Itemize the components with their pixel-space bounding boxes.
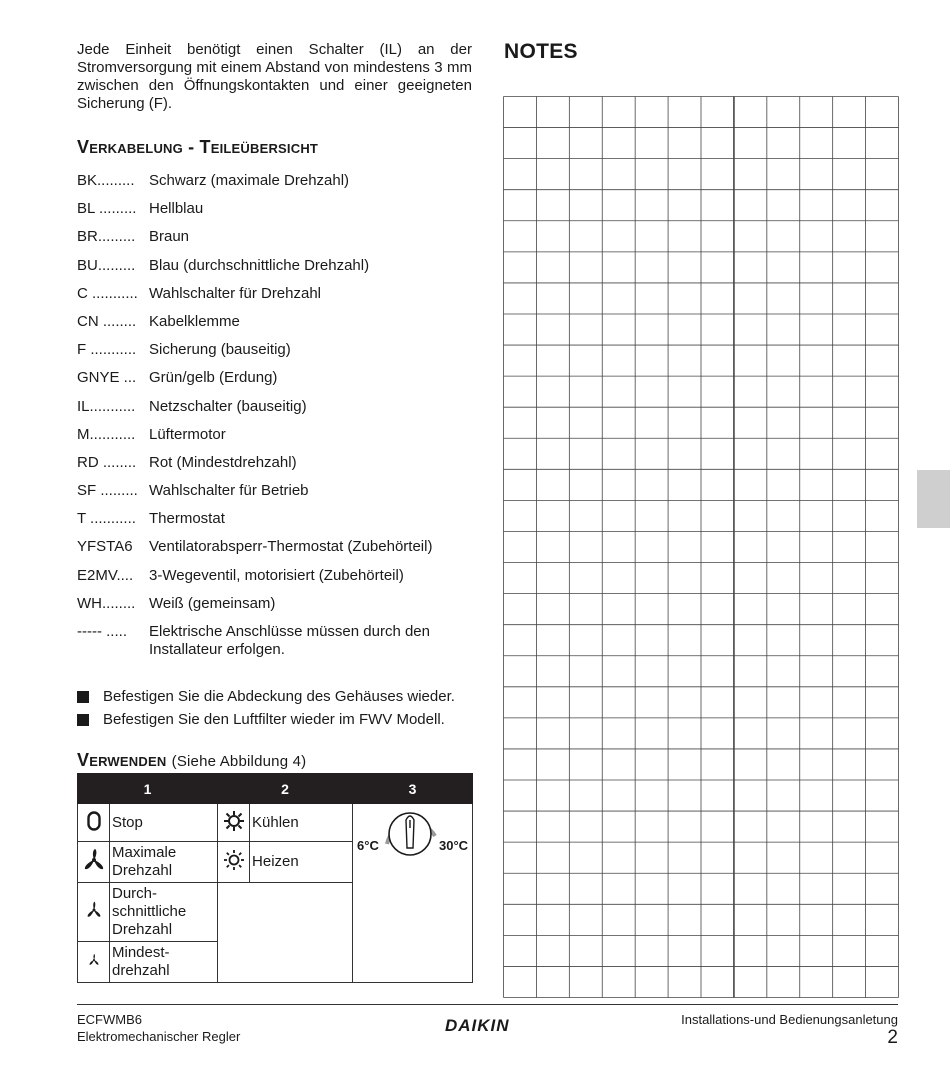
legend-item bbox=[77, 426, 477, 454]
mode-label-heating: Heizen bbox=[250, 842, 353, 883]
legend-desc: Thermostat bbox=[149, 510, 225, 528]
legend-item bbox=[77, 623, 477, 659]
legend-desc: Schwarz (maximale Drehzahl) bbox=[149, 172, 350, 189]
legend-code: T ........... bbox=[77, 510, 136, 528]
page-tab-marker bbox=[917, 470, 950, 528]
legend-desc: Netzschalter (bauseitig) bbox=[149, 397, 307, 415]
empty-cell bbox=[218, 883, 353, 983]
thermostat-knob-icon bbox=[381, 806, 441, 858]
legend-desc: Wahlschalter für Betrieb bbox=[149, 482, 309, 500]
bullet-list bbox=[77, 685, 477, 731]
legend-item bbox=[77, 200, 477, 228]
legend-code: SF ......... bbox=[77, 482, 138, 500]
legend-item bbox=[77, 595, 477, 623]
legend-code: GNYE ... bbox=[77, 369, 137, 387]
legend-desc: Wahlschalter für Drehzahl bbox=[149, 284, 322, 302]
legend-item bbox=[77, 369, 477, 397]
sun-heating-icon bbox=[218, 842, 250, 883]
fan-medium-icon bbox=[78, 883, 110, 942]
fan-max-icon bbox=[78, 842, 110, 883]
legend-desc: Grün/gelb (Erdung) bbox=[149, 369, 278, 387]
legend-item bbox=[77, 172, 477, 200]
legend-desc: Blau (durchschnittliche Drehzahl) bbox=[149, 256, 370, 274]
footer-model: ECFWMB6 bbox=[77, 1012, 142, 1027]
legend-code: BU......... bbox=[77, 256, 136, 274]
usage-header-1: 1 bbox=[78, 774, 218, 804]
fan-min-icon bbox=[78, 942, 110, 983]
footer-manual-title: Installations-und Bedienungsanletung bbox=[681, 1012, 898, 1027]
dial-min-label: 6°C bbox=[357, 838, 379, 853]
legend-desc: Braun bbox=[149, 228, 190, 246]
legend-code: M........... bbox=[77, 425, 136, 443]
snowflake-cooling-icon bbox=[218, 804, 250, 842]
usage-header-2: 2 bbox=[218, 774, 353, 804]
wiring-section-title: Verkabelung - Teileübersicht bbox=[77, 137, 319, 157]
daikin-logo: DAIKIN bbox=[445, 1016, 510, 1035]
legend-desc: Kabelklemme bbox=[149, 312, 240, 330]
legend-code: F ........... bbox=[77, 341, 137, 359]
legend-code: BL ......... bbox=[77, 200, 137, 218]
thermostat-dial-cell bbox=[353, 804, 473, 983]
legend-code: RD ........ bbox=[77, 453, 137, 471]
legend-item bbox=[77, 285, 477, 313]
usage-section-title bbox=[77, 750, 306, 771]
bullet-item bbox=[77, 685, 477, 708]
legend-desc: Weiß (gemeinsam) bbox=[149, 594, 276, 612]
legend-code: BR......... bbox=[77, 228, 136, 246]
usage-header-3: 3 bbox=[353, 774, 473, 804]
legend-desc: Sicherung (bauseitig) bbox=[149, 341, 291, 359]
notes-grid bbox=[503, 96, 899, 1003]
legend-code: E2MV.... bbox=[77, 566, 134, 584]
legend-desc: 3-Wegeventil, motorisiert (Zubehörteil) bbox=[149, 566, 404, 584]
legend-desc: Hellblau bbox=[149, 200, 204, 218]
legend-item bbox=[77, 398, 477, 426]
mode-label-min-speed: Mindest- drehzahl bbox=[110, 942, 218, 983]
wiring-legend bbox=[77, 172, 477, 659]
square-bullet-icon bbox=[77, 691, 89, 703]
page-number: 2 bbox=[887, 1027, 898, 1048]
legend-code: ----- ..... bbox=[77, 623, 127, 640]
legend-item bbox=[77, 313, 477, 341]
footer-divider bbox=[77, 1004, 898, 1005]
footer-subtitle: Elektromechanischer Regler bbox=[77, 1029, 241, 1044]
intro-paragraph: Jede Einheit benötigt einen Schalter (IL) an der Stromversorgung mit einem Abstand von mindestens 3 mm zwischen den Öffnungskontakten und einer geeigneten Sicherung (F). bbox=[77, 41, 472, 112]
notes-title: NOTES bbox=[504, 40, 578, 63]
legend-item bbox=[77, 567, 477, 595]
mode-label-max-speed: Maximale Drehzahl bbox=[110, 842, 218, 883]
footer-left bbox=[77, 1011, 240, 1045]
legend-item bbox=[77, 510, 477, 538]
usage-title-text: Verwenden bbox=[77, 750, 167, 770]
bullet-text: Befestigen Sie den Luftfilter wieder im FWV Modell. bbox=[103, 711, 445, 728]
legend-desc: Ventilatorabsperr-Thermostat (Zubehörteil) bbox=[149, 538, 433, 556]
legend-code: BK......... bbox=[77, 172, 135, 189]
square-bullet-icon bbox=[77, 714, 89, 726]
legend-desc: Lüftermotor bbox=[149, 425, 226, 443]
usage-table bbox=[77, 773, 473, 983]
legend-code: YFSTA6 bbox=[77, 538, 133, 556]
bullet-text: Befestigen Sie die Abdeckung des Gehäuses wieder. bbox=[103, 688, 455, 705]
stop-icon bbox=[78, 804, 110, 842]
legend-item bbox=[77, 257, 477, 285]
mode-label-cooling: Kühlen bbox=[250, 804, 353, 842]
legend-item bbox=[77, 538, 477, 566]
mode-label-medium-speed: Durch- schnittliche Drehzahl bbox=[110, 883, 218, 942]
legend-code: CN ........ bbox=[77, 312, 137, 330]
legend-item bbox=[77, 454, 477, 482]
mode-label-stop: Stop bbox=[110, 804, 218, 842]
legend-code: IL........... bbox=[77, 397, 136, 415]
dial-max-label: 30°C bbox=[438, 838, 469, 853]
legend-desc: Rot (Mindestdrehzahl) bbox=[149, 453, 297, 471]
bullet-item bbox=[77, 708, 477, 731]
legend-desc: Elektrische Anschlüsse müssen durch den Installateur erfolgen. bbox=[149, 623, 430, 658]
legend-item bbox=[77, 228, 477, 256]
legend-item bbox=[77, 482, 477, 510]
legend-code: WH........ bbox=[77, 594, 136, 612]
usage-figure-reference: (Siehe Abbildung 4) bbox=[171, 753, 307, 770]
legend-item bbox=[77, 341, 477, 369]
legend-code: C ........... bbox=[77, 284, 138, 302]
